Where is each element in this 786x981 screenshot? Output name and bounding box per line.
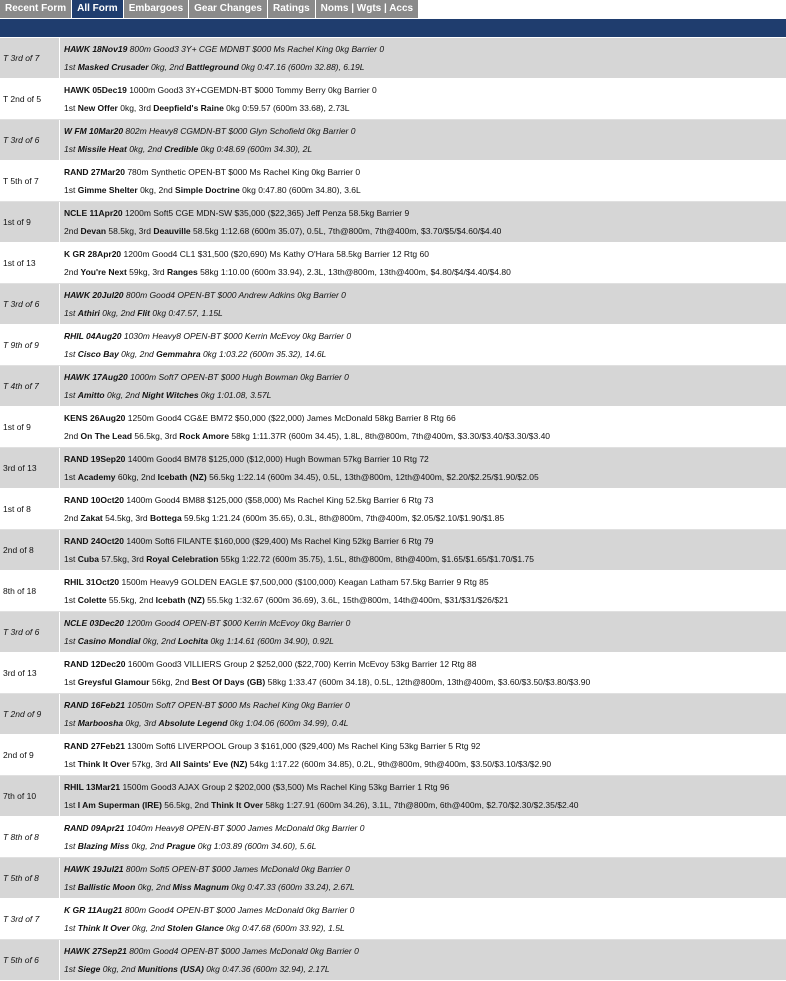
result-text: 0kg, 2nd xyxy=(140,636,178,646)
form-row xyxy=(0,325,786,366)
race-detail xyxy=(59,940,786,980)
race-detail xyxy=(59,571,786,611)
form-row xyxy=(0,653,786,694)
finish-position: T 9th of 9 xyxy=(3,340,39,350)
race-detail xyxy=(59,243,786,283)
race-info-line xyxy=(64,614,786,632)
finish-position: T 3rd of 6 xyxy=(3,627,40,637)
race-detail xyxy=(59,161,786,201)
race-info-line xyxy=(64,40,786,58)
meeting-date: HAWK 05Dec19 xyxy=(64,85,127,95)
race-conditions: 1300m Soft6 LIVERPOOL Group 3 $161,000 ($29,400) Ms Rachel King 53kg Barrier 5 Rtg 92 xyxy=(124,741,481,751)
result-text: 0kg, 2nd xyxy=(118,349,157,359)
result-text: 1st xyxy=(64,62,78,72)
result-text: 1st xyxy=(64,103,78,113)
result-text: 1st xyxy=(64,718,78,728)
horse-name: Think It Over xyxy=(77,759,130,769)
result-text: 0kg 1:01.08, 3.57L xyxy=(198,390,272,400)
race-info-line xyxy=(64,696,786,714)
race-detail xyxy=(59,612,786,652)
form-row xyxy=(0,284,786,325)
result-text: 0kg 0:48.69 (600m 34.30), 2L xyxy=(198,144,313,154)
result-text: 1st xyxy=(64,595,78,605)
race-result-line xyxy=(64,755,786,773)
horse-name: Icebath (NZ) xyxy=(157,472,207,482)
race-result-line xyxy=(64,919,786,937)
tab-all-form[interactable]: All Form xyxy=(72,0,123,18)
result-text: 1st xyxy=(64,554,78,564)
race-conditions: 800m Good3 3Y+ CGE MDNBT $000 Ms Rachel King 0kg Barrier 0 xyxy=(127,44,385,54)
result-text: 60kg, 2nd xyxy=(115,472,158,482)
race-info-line xyxy=(64,901,786,919)
race-result-line xyxy=(64,673,786,691)
race-result-line xyxy=(64,222,786,240)
finish-position: 3rd of 13 xyxy=(3,463,37,473)
form-row xyxy=(0,571,786,612)
meeting-date: HAWK 19Jul21 xyxy=(64,864,124,874)
race-info-line xyxy=(64,245,786,263)
race-detail xyxy=(59,899,786,939)
race-detail xyxy=(59,366,786,406)
race-conditions: 1050m Soft7 OPEN-BT $000 Ms Rachel King 0kg Barrier 0 xyxy=(124,700,350,710)
header-bar xyxy=(0,18,786,37)
race-result-line xyxy=(64,632,786,650)
race-conditions: 1400m Soft6 FILANTE $160,000 ($29,400) Ms Rachel King 52kg Barrier 6 Rtg 79 xyxy=(124,536,434,546)
form-row xyxy=(0,776,786,817)
result-text: 0kg, 2nd xyxy=(99,308,138,318)
tab-noms-wgts-accs[interactable]: Noms | Wgts | Accs xyxy=(316,0,418,18)
horse-name: Cuba xyxy=(77,554,99,564)
horse-name: Blazing Miss xyxy=(77,841,130,851)
horse-name: Deepfield's Raine xyxy=(153,103,224,113)
result-text: 0kg 0:59.57 (600m 33.68), 2.73L xyxy=(223,103,350,113)
horse-name: Think It Over xyxy=(77,923,130,933)
finish-position: 2nd of 8 xyxy=(3,545,34,555)
result-text: 0kg 0:47.16 (600m 32.88), 6.19L xyxy=(238,62,365,72)
form-row xyxy=(0,489,786,530)
horse-name: Masked Crusader xyxy=(77,62,149,72)
horse-name: Stolen Glance xyxy=(167,923,224,933)
race-conditions: 1030m Heavy8 OPEN-BT $000 Kerrin McEvoy 0kg Barrier 0 xyxy=(121,331,352,341)
meeting-date: HAWK 27Sep21 xyxy=(64,946,127,956)
finish-position: T 3rd of 6 xyxy=(3,135,40,145)
result-text: 0kg 1:03.89 (600m 34.60), 5.6L xyxy=(195,841,317,851)
finish-position: T 8th of 8 xyxy=(3,832,39,842)
form-row xyxy=(0,694,786,735)
result-text: 0kg, 2nd xyxy=(129,923,168,933)
race-detail xyxy=(59,530,786,570)
race-detail xyxy=(59,79,786,119)
horse-name: Royal Celebration xyxy=(146,554,219,564)
result-text: 58kg 1:11.37R (600m 34.45), 1.8L, 8th@800m, 7th@400m, $3.30/$3.40/$3.30/$3.40 xyxy=(229,431,551,441)
horse-name: Deauville xyxy=(153,226,191,236)
result-text: 55.5kg, 2nd xyxy=(106,595,156,605)
horse-name: Bottega xyxy=(150,513,182,523)
result-text: 0kg, 2nd xyxy=(100,964,138,974)
race-conditions: 800m Soft5 OPEN-BT $000 James McDonald 0kg Barrier 0 xyxy=(123,864,350,874)
result-text: 0kg 0:47.68 (600m 33.92), 1.5L xyxy=(223,923,345,933)
horse-name: Icebath (NZ) xyxy=(155,595,205,605)
race-conditions: 1500m Good3 AJAX Group 2 $202,000 ($3,500) Ms Rachel King 53kg Barrier 1 Rtg 96 xyxy=(120,782,450,792)
horse-name: Ballistic Moon xyxy=(77,882,136,892)
horse-name: Gemmahra xyxy=(156,349,201,359)
result-text: 0kg 1:04.06 (600m 34.99), 0.4L xyxy=(227,718,349,728)
result-text: 2nd xyxy=(64,226,81,236)
horse-name: Colette xyxy=(77,595,107,605)
horse-name: Greysful Glamour xyxy=(77,677,150,687)
race-result-line xyxy=(64,878,786,896)
race-result-line xyxy=(64,386,786,404)
race-result-line xyxy=(64,837,786,855)
horse-name: New Offer xyxy=(77,103,118,113)
meeting-date: RAND 16Feb21 xyxy=(64,700,125,710)
race-result-line xyxy=(64,345,786,363)
race-info-line xyxy=(64,942,786,960)
form-row xyxy=(0,448,786,489)
meeting-date: RAND 12Dec20 xyxy=(64,659,126,669)
meeting-date: NCLE 03Dec20 xyxy=(64,618,125,628)
form-table xyxy=(0,37,786,981)
finish-position: T 3rd of 7 xyxy=(3,914,40,924)
form-row xyxy=(0,120,786,161)
finish-position: T 3rd of 6 xyxy=(3,299,40,309)
race-result-line xyxy=(64,714,786,732)
form-row xyxy=(0,940,786,981)
race-conditions: 780m Synthetic OPEN-BT $000 Ms Rachel King 0kg Barrier 0 xyxy=(124,167,361,177)
result-text: 55.5kg 1:32.67 (600m 36.69), 3.6L, 15th@800m, 14th@400m, $31/$31/$26/$21 xyxy=(204,595,509,605)
race-info-line xyxy=(64,491,786,509)
result-text: 57.5kg, 3rd xyxy=(98,554,147,564)
finish-position: 8th of 18 xyxy=(3,586,37,596)
race-conditions: 1250m Good4 CG&E BM72 $50,000 ($22,000) James McDonald 58kg Barrier 8 Rtg 66 xyxy=(125,413,456,423)
result-text: 0kg, 2nd xyxy=(137,185,176,195)
race-info-line xyxy=(64,860,786,878)
race-info-line xyxy=(64,327,786,345)
race-result-line xyxy=(64,591,786,609)
result-text: 0kg 0:47.33 (600m 33.24), 2.67L xyxy=(228,882,355,892)
race-conditions: 1500m Heavy9 GOLDEN EAGLE $7,500,000 ($100,000) Keagan Latham 57.5kg Barrier 9 Rtg 85 xyxy=(119,577,489,587)
race-detail xyxy=(59,38,786,78)
form-row xyxy=(0,858,786,899)
result-text: 0kg 1:03.22 (600m 35.32), 14.6L xyxy=(200,349,327,359)
finish-position: 3rd of 13 xyxy=(3,668,37,678)
horse-name: Simple Doctrine xyxy=(175,185,240,195)
result-text: 2nd xyxy=(64,513,81,523)
result-text: 1st xyxy=(64,841,78,851)
horse-name: Zakat xyxy=(80,513,103,523)
race-conditions: 800m Good4 OPEN-BT $000 James McDonald 0kg Barrier 0 xyxy=(126,946,359,956)
result-text: 58.5kg 1:12.68 (600m 35.07), 0.5L, 7th@800m, 7th@400m, $3.70/$5/$4.60/$4.40 xyxy=(190,226,502,236)
result-text: 58kg 1:10.00 (600m 33.94), 2.3L, 13th@800m, 13th@400m, $4.80/$4/$4.40/$4.80 xyxy=(197,267,511,277)
horse-name: Siege xyxy=(77,964,101,974)
result-text: 56.5kg 1:22.14 (600m 34.45), 0.5L, 13th@800m, 12th@400m, $2.20/$2.25/$1.90/$2.05 xyxy=(206,472,539,482)
horse-name: Flit xyxy=(137,308,150,318)
meeting-date: NCLE 11Apr20 xyxy=(64,208,123,218)
race-detail xyxy=(59,858,786,898)
finish-position: T 5th of 7 xyxy=(3,176,39,186)
race-result-line xyxy=(64,796,786,814)
result-text: 56kg, 2nd xyxy=(149,677,192,687)
race-detail xyxy=(59,653,786,693)
race-detail xyxy=(59,284,786,324)
horse-name: All Saints' Eve (NZ) xyxy=(169,759,248,769)
race-conditions: 1400m Good4 BM88 $125,000 ($58,000) Ms Rachel King 52.5kg Barrier 6 Rtg 73 xyxy=(124,495,434,505)
result-text: 1st xyxy=(64,185,78,195)
meeting-date: RAND 10Oct20 xyxy=(64,495,124,505)
result-text: 1st xyxy=(64,636,78,646)
meeting-date: HAWK 20Jul20 xyxy=(64,290,124,300)
meeting-date: K GR 11Aug21 xyxy=(64,905,123,915)
horse-name: Amitto xyxy=(77,390,105,400)
finish-position: T 4th of 7 xyxy=(3,381,39,391)
race-detail xyxy=(59,817,786,857)
race-conditions: 1600m Good3 VILLIERS Group 2 $252,000 ($22,700) Kerrin McEvoy 53kg Barrier 12 Rtg 88 xyxy=(125,659,477,669)
form-row xyxy=(0,202,786,243)
horse-name: Gimme Shelter xyxy=(77,185,138,195)
result-text: 57kg, 3rd xyxy=(129,759,170,769)
race-info-line xyxy=(64,778,786,796)
race-info-line xyxy=(64,204,786,222)
horse-name: I Am Superman (IRE) xyxy=(77,800,162,810)
race-info-line xyxy=(64,368,786,386)
result-text: 55kg 1:22.72 (600m 35.75), 1.5L, 8th@800m, 8th@400m, $1.65/$1.65/$1.70/$1.75 xyxy=(218,554,534,564)
meeting-date: RAND 27Feb21 xyxy=(64,741,125,751)
result-text: 1st xyxy=(64,390,78,400)
form-row xyxy=(0,735,786,776)
race-result-line xyxy=(64,468,786,486)
finish-position: 2nd of 9 xyxy=(3,750,34,760)
meeting-date: RAND 24Oct20 xyxy=(64,536,124,546)
result-text: 58kg 1:33.47 (600m 34.18), 0.5L, 12th@800m, 13th@400m, $3.60/$3.50/$3.80/$3.90 xyxy=(265,677,591,687)
meeting-date: RHIL 04Aug20 xyxy=(64,331,122,341)
result-text: 2nd xyxy=(64,431,81,441)
horse-name: Rock Amore xyxy=(179,431,230,441)
race-info-line xyxy=(64,286,786,304)
race-conditions: 1200m Good4 CL1 $31,500 ($20,690) Ms Kathy O'Hara 58.5kg Barrier 12 Rtg 60 xyxy=(121,249,429,259)
result-text: 58kg 1:27.91 (600m 34.26), 3.1L, 7th@800m, 6th@400m, $2.70/$2.30/$2.35/$2.40 xyxy=(263,800,579,810)
meeting-date: K GR 28Apr20 xyxy=(64,249,122,259)
tab-ratings[interactable]: Ratings xyxy=(268,0,315,18)
tab-recent-form[interactable]: Recent Form xyxy=(0,0,71,18)
finish-position: T 2nd of 9 xyxy=(3,709,42,719)
finish-position: 1st of 13 xyxy=(3,258,36,268)
race-conditions: 1200m Good4 OPEN-BT $000 Kerrin McEvoy 0kg Barrier 0 xyxy=(124,618,351,628)
result-text: 1st xyxy=(64,349,78,359)
result-text: 0kg, 2nd xyxy=(148,62,186,72)
race-info-line xyxy=(64,122,786,140)
race-detail xyxy=(59,735,786,775)
race-result-line xyxy=(64,263,786,281)
meeting-date: RHIL 31Oct20 xyxy=(64,577,120,587)
horse-name: You're Next xyxy=(80,267,127,277)
meeting-date: RAND 19Sep20 xyxy=(64,454,126,464)
race-conditions: 1040m Heavy8 OPEN-BT $000 James McDonald 0kg Barrier 0 xyxy=(124,823,365,833)
meeting-date: RHIL 13Mar21 xyxy=(64,782,121,792)
horse-name: Think It Over xyxy=(211,800,264,810)
horse-name: Casino Mondial xyxy=(77,636,141,646)
race-detail xyxy=(59,694,786,734)
form-row xyxy=(0,612,786,653)
finish-position: T 2nd of 5 xyxy=(3,94,42,104)
horse-name: Credible xyxy=(164,144,199,154)
race-conditions: 800m Good4 OPEN-BT $000 James McDonald 0kg Barrier 0 xyxy=(122,905,355,915)
meeting-date: KENS 26Aug20 xyxy=(64,413,126,423)
horse-name: Absolute Legend xyxy=(158,718,228,728)
race-conditions: 1200m Soft5 CGE MDN-SW $35,000 ($22,365) Jeff Penza 58.5kg Barrier 9 xyxy=(122,208,410,218)
race-detail xyxy=(59,120,786,160)
result-text: 1st xyxy=(64,800,78,810)
race-info-line xyxy=(64,409,786,427)
form-row xyxy=(0,243,786,284)
result-text: 58.5kg, 3rd xyxy=(106,226,154,236)
meeting-date: W FM 10Mar20 xyxy=(64,126,124,136)
race-info-line xyxy=(64,81,786,99)
form-row xyxy=(0,366,786,407)
result-text: 1st xyxy=(64,677,78,687)
result-text: 2nd xyxy=(64,267,81,277)
result-text: 0kg, 2nd xyxy=(129,841,167,851)
horse-name: Battleground xyxy=(185,62,239,72)
form-row xyxy=(0,817,786,858)
finish-position: 1st of 9 xyxy=(3,422,31,432)
result-text: 1st xyxy=(64,882,78,892)
horse-name: Missile Heat xyxy=(77,144,127,154)
form-row xyxy=(0,38,786,79)
horse-name: Cisco Bay xyxy=(77,349,119,359)
tab-embargoes[interactable]: Embargoes xyxy=(124,0,188,18)
form-row xyxy=(0,161,786,202)
tab-gear-changes[interactable]: Gear Changes xyxy=(189,0,267,18)
horse-name: On The Lead xyxy=(80,431,133,441)
race-detail xyxy=(59,202,786,242)
horse-name: Devan xyxy=(80,226,107,236)
finish-position: T 5th of 8 xyxy=(3,873,39,883)
race-detail xyxy=(59,448,786,488)
horse-name: Best Of Days (GB) xyxy=(191,677,266,687)
race-conditions: 1400m Good4 BM78 $125,000 ($12,000) Hugh Bowman 57kg Barrier 10 Rtg 72 xyxy=(125,454,429,464)
race-result-line xyxy=(64,550,786,568)
race-info-line xyxy=(64,532,786,550)
horse-name: Academy xyxy=(77,472,116,482)
meeting-date: RAND 27Mar20 xyxy=(64,167,125,177)
race-conditions: 800m Good4 OPEN-BT $000 Andrew Adkins 0kg Barrier 0 xyxy=(123,290,346,300)
result-text: 0kg 0:47.36 (600m 32.94), 2.17L xyxy=(203,964,330,974)
race-result-line xyxy=(64,304,786,322)
race-result-line xyxy=(64,140,786,158)
finish-position: 1st of 8 xyxy=(3,504,31,514)
meeting-date: HAWK 17Aug20 xyxy=(64,372,128,382)
race-result-line xyxy=(64,509,786,527)
result-text: 0kg, 3rd xyxy=(123,718,159,728)
result-text: 56.5kg, 3rd xyxy=(132,431,180,441)
result-text: 0kg, 3rd xyxy=(117,103,154,113)
result-text: 1st xyxy=(64,308,78,318)
race-info-line xyxy=(64,573,786,591)
form-row xyxy=(0,899,786,940)
result-text: 0kg, 2nd xyxy=(135,882,173,892)
race-detail xyxy=(59,489,786,529)
result-text: 1st xyxy=(64,144,78,154)
race-info-line xyxy=(64,450,786,468)
result-text: 0kg, 2nd xyxy=(104,390,142,400)
finish-position: 1st of 9 xyxy=(3,217,31,227)
result-text: 54kg 1:17.22 (600m 34.85), 0.2L, 9th@800m, 9th@400m, $3.50/$3.10/$3/$2.90 xyxy=(247,759,552,769)
horse-name: Athiri xyxy=(77,308,100,318)
result-text: 0kg, 2nd xyxy=(126,144,165,154)
horse-name: Night Witches xyxy=(141,390,199,400)
race-info-line xyxy=(64,819,786,837)
horse-name: Munitions (USA) xyxy=(137,964,204,974)
finish-position: T 3rd of 7 xyxy=(3,53,40,63)
race-detail xyxy=(59,776,786,816)
race-detail xyxy=(59,325,786,365)
result-text: 54.5kg, 3rd xyxy=(102,513,151,523)
race-result-line xyxy=(64,960,786,978)
finish-position: 7th of 10 xyxy=(3,791,37,801)
race-conditions: 1000m Good3 3Y+CGEMDN-BT $000 Tommy Berry 0kg Barrier 0 xyxy=(126,85,377,95)
result-text: 59.5kg 1:21.24 (600m 35.65), 0.3L, 8th@800m, 7th@400m, $2.05/$2.10/$1.90/$1.85 xyxy=(181,513,505,523)
result-text: 56.5kg, 2nd xyxy=(161,800,212,810)
race-result-line xyxy=(64,58,786,76)
result-text: 0kg 0:47.57, 1.15L xyxy=(150,308,223,318)
race-detail xyxy=(59,407,786,447)
result-text: 0kg 0:47.80 (600m 34.80), 3.6L xyxy=(239,185,361,195)
finish-position: T 5th of 6 xyxy=(3,955,39,965)
horse-name: Marboosha xyxy=(77,718,124,728)
form-row xyxy=(0,530,786,571)
result-text: 59kg, 3rd xyxy=(126,267,167,277)
race-conditions: 802m Heavy8 CGMDN-BT $000 Glyn Schofield 0kg Barrier 0 xyxy=(123,126,356,136)
result-text: 0kg 1:14.61 (600m 34.90), 0.92L xyxy=(208,636,334,646)
result-text: 1st xyxy=(64,964,78,974)
result-text: 1st xyxy=(64,759,78,769)
race-result-line xyxy=(64,181,786,199)
horse-name: Prague xyxy=(166,841,196,851)
tab-bar xyxy=(0,0,786,18)
race-result-line xyxy=(64,427,786,445)
horse-name: Ranges xyxy=(166,267,198,277)
horse-name: Miss Magnum xyxy=(172,882,229,892)
horse-name: Lochita xyxy=(177,636,209,646)
race-info-line xyxy=(64,163,786,181)
race-info-line xyxy=(64,655,786,673)
race-result-line xyxy=(64,99,786,117)
form-row xyxy=(0,79,786,120)
result-text: 1st xyxy=(64,923,78,933)
race-info-line xyxy=(64,737,786,755)
meeting-date: RAND 09Apr21 xyxy=(64,823,125,833)
race-conditions: 1000m Soft7 OPEN-BT $000 Hugh Bowman 0kg Barrier 0 xyxy=(127,372,349,382)
result-text: 1st xyxy=(64,472,78,482)
meeting-date: HAWK 18Nov19 xyxy=(64,44,128,54)
form-row xyxy=(0,407,786,448)
